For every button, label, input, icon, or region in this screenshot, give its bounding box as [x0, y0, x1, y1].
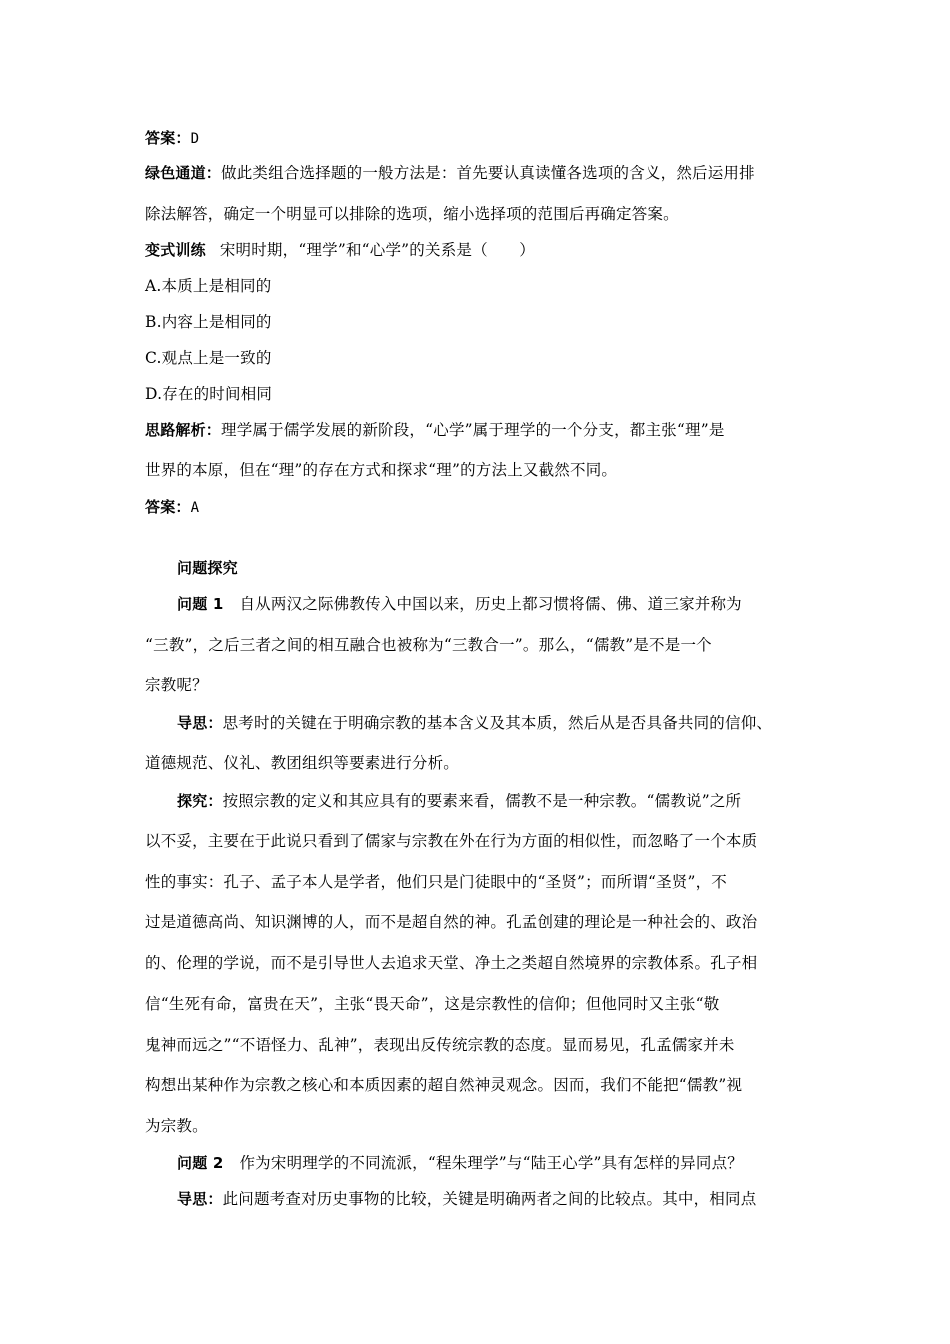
explore-line-3	[145, 872, 727, 892]
analysis-line-1	[145, 420, 725, 440]
guide-1-label: 导思：	[177, 714, 223, 732]
explore-text-4: 过是道德高尚、知识渊博的人，而不是超自然的神。孔孟创建的理论是一种社会的、政治	[145, 913, 758, 931]
option-b-text: B.内容上是相同的	[145, 313, 272, 331]
green-channel-text-2: 除法解答，确定一个明显可以排除的选项，缩小选择项的范围后再确定答案。	[145, 205, 679, 223]
explore-line-6	[145, 994, 719, 1014]
explore-line-9	[145, 1116, 208, 1136]
answer-value: D	[190, 131, 200, 147]
question-1-text-3: 宗教呢？	[145, 676, 208, 694]
explore-line-1	[177, 791, 741, 811]
green-channel-line-1	[145, 163, 755, 183]
explore-text-8: 构想出某种作为宗教之核心和本质因素的超自然神灵观念。因而，我们不能把“儒教”视	[145, 1076, 743, 1094]
question-1-line-3	[145, 675, 208, 695]
option-d	[145, 384, 272, 404]
question-1-line-1	[177, 594, 742, 614]
variant-training-label: 变式训练	[145, 241, 206, 259]
guide-2-label: 导思：	[177, 1190, 223, 1208]
analysis-text-1: 理学属于儒学发展的新阶段，“心学”属于理学的一个分支，都主张“理”是	[221, 421, 725, 439]
option-b	[145, 312, 272, 332]
guide-2-text-1: 此问题考查对历史事物的比较，关键是明确两者之间的比较点。其中，相同点	[222, 1190, 757, 1208]
explore-line-8	[145, 1075, 742, 1095]
option-c	[145, 348, 272, 368]
analysis-text-2: 世界的本原，但在“理”的存在方式和探求“理”的方法上又截然不同。	[145, 461, 618, 479]
option-d-text: D.存在的时间相同	[145, 385, 273, 403]
guide-1-text-1: 思考时的关键在于明确宗教的基本含义及其本质，然后从是否具备共同的信仰、	[222, 714, 773, 732]
guide-1-line-1	[177, 713, 772, 733]
analysis-label: 思路解析：	[145, 421, 222, 439]
analysis-line-2	[145, 460, 617, 480]
guide-1-text-2: 道德规范、仪礼、教团组织等要素进行分析。	[145, 754, 460, 772]
question-2-line-1	[177, 1153, 743, 1173]
guide-2-line-1	[177, 1189, 756, 1209]
question-1-line-2	[145, 635, 712, 655]
green-channel-label: 绿色通道：	[145, 164, 222, 182]
question-1-text-2: “三教”，之后三者之间的相互融合也被称为“三教合一”。那么，“儒教”是不是一个	[145, 636, 712, 654]
answer-line-2	[145, 497, 199, 518]
guide-1-line-2	[145, 753, 459, 773]
explore-label: 探究：	[177, 792, 223, 810]
answer-label: 答案：	[145, 129, 191, 147]
answer-label-2: 答案：	[145, 498, 191, 516]
explore-text-7: 鬼神而远之”“不语怪力、乱神”，表现出反传统宗教的态度。显而易见，孔孟儒家并未	[145, 1036, 735, 1054]
explore-line-2	[145, 831, 757, 851]
explore-line-4	[145, 912, 757, 932]
explore-text-3: 性的事实：孔子、孟子本人是学者，他们只是门徒眼中的“圣贤”；而所谓“圣贤”，不	[145, 873, 727, 891]
answer-line-1	[145, 128, 199, 149]
explore-line-7	[145, 1035, 735, 1055]
green-channel-text-1: 做此类组合选择题的一般方法是：首先要认真读懂各选项的含义，然后运用排	[221, 164, 755, 182]
explore-text-5: 的、伦理的学说，而不是引导世人去追求天堂、净土之类超自然境界的宗教体系。孔子相	[145, 954, 758, 972]
section-title-text: 问题探究	[177, 559, 238, 577]
green-channel-line-2	[145, 204, 679, 224]
question-1-text-1: 自从两汉之际佛教传入中国以来，历史上都习惯将儒、佛、道三家并称为	[239, 595, 742, 613]
explore-text-2: 以不妥，主要在于此说只看到了儒家与宗教在外在行为方面的相似性，而忽略了一个本质	[145, 832, 758, 850]
option-a	[145, 276, 271, 296]
question-2-label: 问题 2	[177, 1154, 224, 1172]
option-a-text: A.本质上是相同的	[145, 277, 272, 295]
variant-question: 宋明时期，“理学”和“心学”的关系是（ ）	[219, 241, 535, 259]
answer-value-2: A	[190, 500, 200, 516]
question-2-text-1: 作为宋明理学的不同流派，“程朱理学”与“陆王心学”具有怎样的异同点？	[239, 1154, 743, 1172]
explore-text-6: 信“生死有命，富贵在天”，主张“畏天命”，这是宗教性的信仰；但他同时又主张“敬	[145, 995, 720, 1013]
variant-training-line	[145, 240, 535, 260]
explore-text-1: 按照宗教的定义和其应具有的要素来看，儒教不是一种宗教。“儒教说”之所	[222, 792, 742, 810]
question-1-label: 问题 1	[177, 595, 224, 613]
section-title	[177, 558, 238, 578]
explore-text-9: 为宗教。	[145, 1117, 208, 1135]
option-c-text: C.观点上是一致的	[145, 349, 272, 367]
explore-line-5	[145, 953, 757, 973]
